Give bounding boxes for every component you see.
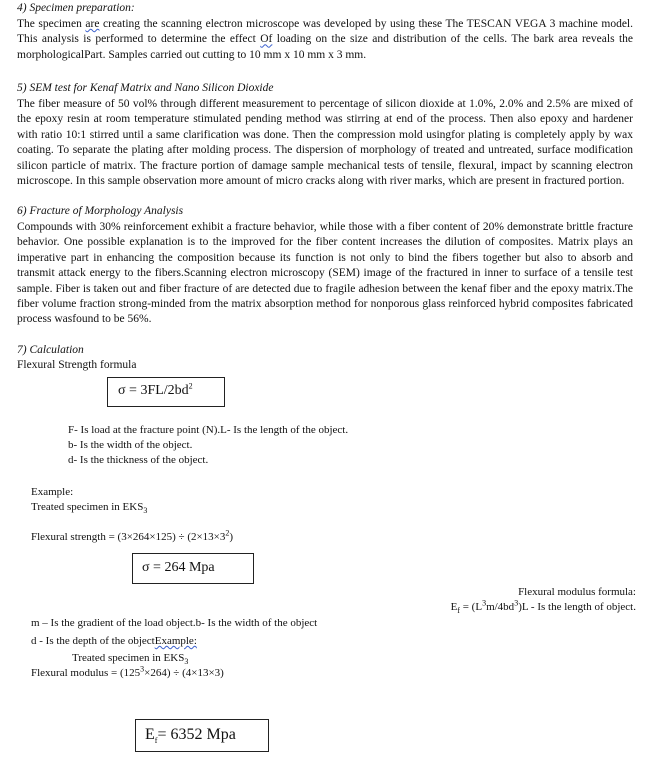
- strength-result: σ = 264 Mpa: [142, 560, 215, 575]
- modulus-formula: [450, 598, 636, 616]
- section-6-heading: 6) Fracture of Morphology Analysis: [17, 205, 184, 217]
- strength-calc-text: Flexural strength = (3×264×125) ÷ (2×13×3: [31, 531, 226, 543]
- section-5-paragraph: The fiber measure of 50 vol% through different measurement to percentage of silicon dioxide at 1.0%, 2.0% and 2.5% are mixed of the epoxy resin at room temperature stimulated pending method was stirring at end of the process. Then also epoxy and hardener with ratio 10:1 stirred until a same clarification was done. Then the compression mold usingfor plating is completely apply by wax coating. To separate the plating after molding process. The dispersion of morphology of treated and untreated, surface modification silicon particle of matrix. The fracture portion of damage sample mechanical tests of tensile, flexural, impact by scanning electron microscope. In this sample observation more amount of micro cracks along with river marks, which are present in fractured portion.: [17, 98, 633, 188]
- modulus-calc-text-a: Flexural modulus = (125: [31, 667, 141, 679]
- modulus-result-value: = 6352 Mpa: [157, 726, 236, 743]
- modulus-text-b: m/4bd: [486, 601, 515, 613]
- strength-calc-exponent: 2: [225, 528, 230, 538]
- treated-specimen-2-text: Treated specimen in EKS: [72, 652, 185, 664]
- strength-result-box: [132, 553, 254, 584]
- definition-depth: [31, 635, 197, 647]
- spellcheck-word-are: are: [85, 18, 100, 30]
- section-6-paragraph: Compounds with 30% reinforcement exhibit a fracture behavior, while those with a fiber content of 20% demonstrate brittle fracture behavior. One possible explanation is to the improved for the fiber content increases the dilution of composites. Matrix plays an imperative part in enhancing the composition because its function is not only to bind the fibers together but also to absorb and transmit attack energy to the fibers.Scanning electron microscopy (SEM) image of the fractured in inner to surface of a tensile test sample. Fiber is taken out and fiber fracture of are detected due to fragile adhesion between the kenaf fiber and the epoxy matrix.The fiber volume fraction strong-minded from the matrix absorption method for nonporous glass reinforced hybrid composites fabricated process wasfound to be 56%.: [17, 221, 633, 326]
- section-4-paragraph: [17, 17, 633, 63]
- modulus-e: E: [450, 601, 458, 613]
- definition-m: m – Is the gradient of the load object.b- Is the width of the object: [31, 617, 318, 629]
- modulus-result-subscript: f: [154, 736, 158, 746]
- section-5-heading: 5) SEM test for Kenaf Matrix and Nano Silicon Dioxide: [17, 82, 274, 94]
- modulus-calc-exponent: 3: [140, 664, 145, 674]
- treated-specimen-1-text: Treated specimen in EKS: [31, 501, 144, 513]
- modulus-text-c: )L - Is the length of object.: [518, 601, 636, 613]
- strength-formula-box: [107, 377, 225, 407]
- treated-specimen-1: [31, 501, 148, 516]
- modulus-calculation: [31, 664, 224, 679]
- definition-d: d- Is the thickness of the object.: [68, 454, 209, 466]
- modulus-exponent-1: 3: [482, 598, 487, 608]
- modulus-exponent-2: 3: [514, 598, 519, 608]
- definition-b: b- Is the width of the object.: [68, 439, 193, 451]
- treated-specimen-1-subscript: 3: [143, 506, 148, 516]
- strength-calculation: [31, 528, 234, 543]
- modulus-formula-title: Flexural modulus formula:: [518, 586, 636, 598]
- modulus-result-box: [135, 719, 269, 752]
- treated-specimen-2: [72, 652, 189, 667]
- strength-formula-exponent: 2: [188, 381, 193, 391]
- definition-depth-text: d - Is the depth of the object: [31, 635, 155, 647]
- modulus-result-e: E: [145, 726, 155, 743]
- s4-text-c: loading on the size and distribution of the cells. The bark area reveals the morphologicalPart. Samples carried out cutting to 10 mm x 10 mm x 3 mm.: [17, 33, 633, 61]
- modulus-e-subscript: f: [457, 606, 460, 616]
- spellcheck-word-of: Of: [260, 33, 273, 46]
- section-7-heading: 7) Calculation: [17, 344, 84, 356]
- definition-f: F- Is load at the fracture point (N).L- Is the length of the object.: [68, 424, 349, 436]
- modulus-text-a: = (L: [459, 601, 483, 613]
- spellcheck-word-example: Example:: [154, 635, 197, 647]
- modulus-calc-text-b: ×264) ÷ (4×13×3): [144, 667, 224, 679]
- s4-text-b: creating the scanning electron microscope was developed by using these The TESCAN VEGA 3 machine model. This analysis is performed to determine the effect: [17, 18, 633, 46]
- s4-text-a: The specimen: [17, 18, 86, 30]
- treated-specimen-2-subscript: 3: [184, 657, 189, 667]
- section-4-heading: 4) Specimen preparation:: [17, 2, 135, 14]
- flexural-strength-subheading: Flexural Strength formula: [17, 359, 137, 371]
- strength-formula: σ = 3FL/2bd: [118, 383, 189, 398]
- example-label: Example:: [31, 486, 74, 498]
- strength-calc-close: ): [229, 531, 234, 543]
